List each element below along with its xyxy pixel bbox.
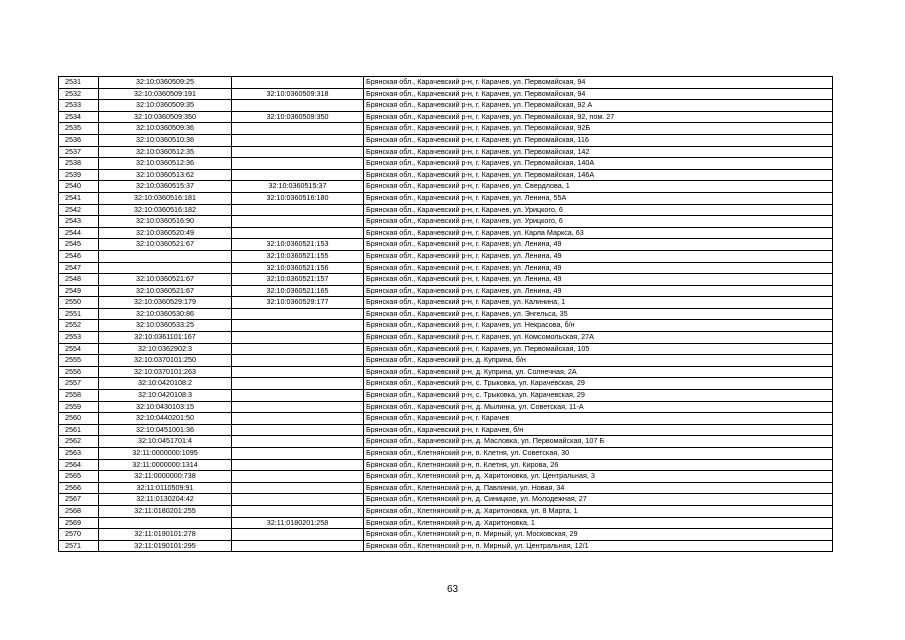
row-number-cell: 2571	[59, 540, 99, 552]
parent-cadastral-number-cell	[232, 320, 364, 332]
page-number: 63	[446, 584, 459, 595]
row-number-cell: 2568	[59, 505, 99, 517]
table-row	[59, 111, 833, 123]
parent-cadastral-number-cell	[232, 158, 364, 170]
parent-cadastral-number-cell	[232, 529, 364, 541]
row-number-cell: 2535	[59, 123, 99, 135]
address-cell: Брянская обл., Карачевский р-н, с. Трыковка, ул. Карачевская, 29	[364, 378, 833, 390]
cadastral-number-cell: 32:10:0360512:36	[99, 158, 232, 170]
cadastral-number-cell: 32:10:0360510:36	[99, 134, 232, 146]
table-row	[59, 123, 833, 135]
address-cell: Брянская обл., Карачевский р-н, г. Карачев, ул. Энгельса, 35	[364, 308, 833, 320]
cadastral-number-cell: 32:11:0000000:1095	[99, 448, 232, 460]
table-row	[59, 192, 833, 204]
cadastral-number-cell: 32:10:0360515:37	[99, 181, 232, 193]
address-cell: Брянская обл., Клетнянский р-н, д. Харитоновка, 1	[364, 517, 833, 529]
address-cell: Брянская обл., Карачевский р-н, д. Масловка, ул. Первомайская, 107 Б	[364, 436, 833, 448]
parent-cadastral-number-cell	[232, 100, 364, 112]
table-row	[59, 274, 833, 286]
cadastral-number-cell: 32:10:0451001:36	[99, 424, 232, 436]
row-number-cell: 2559	[59, 401, 99, 413]
parent-cadastral-number-cell	[232, 482, 364, 494]
cadastral-number-cell: 32:10:0451701:4	[99, 436, 232, 448]
row-number-cell: 2541	[59, 192, 99, 204]
parent-cadastral-number-cell	[232, 355, 364, 367]
row-number-cell: 2540	[59, 181, 99, 193]
parent-cadastral-number-cell	[232, 424, 364, 436]
row-number-cell: 2537	[59, 146, 99, 158]
cadastral-number-cell	[99, 262, 232, 274]
cadastral-number-cell: 32:10:0360521:67	[99, 285, 232, 297]
address-cell: Брянская обл., Карачевский р-н, г. Карачев, ул. Первомайская, 94	[364, 77, 833, 89]
address-cell: Брянская обл., Карачевский р-н, г. Карачев, ул. Первомайская, 105	[364, 343, 833, 355]
cadastral-number-cell	[99, 517, 232, 529]
address-cell: Брянская обл., Клетнянский р-н, д. Синицкое, ул. Молодежная, 27	[364, 494, 833, 506]
table-row	[59, 332, 833, 344]
address-cell: Брянская обл., Карачевский р-н, г. Карачев, ул. Первомайская, 92, пом. 27	[364, 111, 833, 123]
row-number-cell: 2544	[59, 227, 99, 239]
table-row	[59, 134, 833, 146]
cadastral-number-cell: 32:10:0360509:35	[99, 100, 232, 112]
address-cell: Брянская обл., Клетнянский р-н, п. Мирный, ул. Московская, 29	[364, 529, 833, 541]
address-cell: Брянская обл., Карачевский р-н, г. Карачев, ул. Ленина, 49	[364, 285, 833, 297]
parent-cadastral-number-cell: 32:10:0360521:153	[232, 239, 364, 251]
parent-cadastral-number-cell	[232, 169, 364, 181]
row-number-cell: 2566	[59, 482, 99, 494]
row-number-cell: 2531	[59, 77, 99, 89]
cadastral-number-cell: 32:10:0360516:182	[99, 204, 232, 216]
table-row	[59, 436, 833, 448]
cadastral-number-cell: 32:10:0420108:2	[99, 378, 232, 390]
row-number-cell: 2536	[59, 134, 99, 146]
table-row	[59, 505, 833, 517]
cadastral-number-cell: 32:10:0360516:90	[99, 216, 232, 228]
row-number-cell: 2569	[59, 517, 99, 529]
cadastral-number-cell: 32:10:0360509:36	[99, 123, 232, 135]
parent-cadastral-number-cell	[232, 343, 364, 355]
table-row	[59, 529, 833, 541]
row-number-cell: 2563	[59, 448, 99, 460]
parent-cadastral-number-cell	[232, 459, 364, 471]
table-row	[59, 343, 833, 355]
cadastral-number-cell: 32:11:0190101:278	[99, 529, 232, 541]
cadastral-number-cell: 32:11:0000000:738	[99, 471, 232, 483]
table-row	[59, 250, 833, 262]
row-number-cell: 2557	[59, 378, 99, 390]
address-cell: Брянская обл., Карачевский р-н, с. Трыковка, ул. Карачевская, 29	[364, 390, 833, 402]
row-number-cell: 2564	[59, 459, 99, 471]
row-number-cell: 2543	[59, 216, 99, 228]
table-row	[59, 355, 833, 367]
cadastral-number-cell: 32:11:0000000:1314	[99, 459, 232, 471]
table-row	[59, 216, 833, 228]
cadastral-number-cell: 32:10:0360513:62	[99, 169, 232, 181]
table-row	[59, 77, 833, 89]
parent-cadastral-number-cell	[232, 390, 364, 402]
address-cell: Брянская обл., Карачевский р-н, г. Карачев, ул. Урицкого, 6	[364, 204, 833, 216]
parent-cadastral-number-cell: 32:10:0360529:177	[232, 297, 364, 309]
table-row	[59, 169, 833, 181]
cadastral-number-cell: 32:10:0360509:191	[99, 88, 232, 100]
row-number-cell: 2567	[59, 494, 99, 506]
cadastral-number-cell: 32:10:0360512:35	[99, 146, 232, 158]
table-row	[59, 308, 833, 320]
table-row	[59, 88, 833, 100]
row-number-cell: 2552	[59, 320, 99, 332]
parent-cadastral-number-cell: 32:10:0360521:156	[232, 262, 364, 274]
row-number-cell: 2549	[59, 285, 99, 297]
cadastral-number-cell: 32:11:0110509:91	[99, 482, 232, 494]
address-cell: Брянская обл., Карачевский р-н, г. Карачев, ул. Ленина, 55А	[364, 192, 833, 204]
parent-cadastral-number-cell: 32:10:0360509:350	[232, 111, 364, 123]
row-number-cell: 2546	[59, 250, 99, 262]
table-row	[59, 146, 833, 158]
address-cell: Брянская обл., Карачевский р-н, г. Карачев, ул. Первомайская, 140А	[364, 158, 833, 170]
parent-cadastral-number-cell: 32:10:0360509:318	[232, 88, 364, 100]
row-number-cell: 2556	[59, 366, 99, 378]
row-number-cell: 2554	[59, 343, 99, 355]
address-cell: Брянская обл., Карачевский р-н, г. Карачев, ул. Первомайская, 92Б	[364, 123, 833, 135]
address-cell: Брянская обл., Карачевский р-н, г. Карачев, ул. Карла Маркса, 63	[364, 227, 833, 239]
table-row	[59, 204, 833, 216]
row-number-cell: 2533	[59, 100, 99, 112]
cadastral-number-cell: 32:10:0370101:250	[99, 355, 232, 367]
parent-cadastral-number-cell	[232, 77, 364, 89]
address-cell: Брянская обл., Карачевский р-н, г. Карачев, ул. Ленина, 49	[364, 239, 833, 251]
table-row	[59, 401, 833, 413]
address-cell: Брянская обл., Карачевский р-н, г. Карачев, ул. Первомайская, 116	[364, 134, 833, 146]
cadastral-number-cell: 32:11:0180201:255	[99, 505, 232, 517]
table-row	[59, 297, 833, 309]
row-number-cell: 2534	[59, 111, 99, 123]
table-row	[59, 181, 833, 193]
table-row	[59, 239, 833, 251]
cadastral-number-cell: 32:10:0361101:167	[99, 332, 232, 344]
table-row	[59, 227, 833, 239]
address-cell: Брянская обл., Карачевский р-н, д. Мылинка, ул. Советская, 11-А	[364, 401, 833, 413]
table-row	[59, 158, 833, 170]
cadastral-number-cell: 32:10:0360529:179	[99, 297, 232, 309]
address-cell: Брянская обл., Карачевский р-н, д. Куприна, ул. Солнечная, 2А	[364, 366, 833, 378]
row-number-cell: 2550	[59, 297, 99, 309]
cadastral-number-cell: 32:10:0360521:67	[99, 239, 232, 251]
table-row	[59, 471, 833, 483]
parent-cadastral-number-cell	[232, 494, 364, 506]
row-number-cell: 2539	[59, 169, 99, 181]
parent-cadastral-number-cell	[232, 505, 364, 517]
address-cell: Брянская обл., Клетнянский р-н, п. Мирный, ул. Центральная, 12/1	[364, 540, 833, 552]
address-cell: Брянская обл., Карачевский р-н, г. Карачев, ул. Калинина, 1	[364, 297, 833, 309]
cadastral-number-cell: 32:10:0360530:86	[99, 308, 232, 320]
table-row	[59, 413, 833, 425]
parent-cadastral-number-cell	[232, 123, 364, 135]
address-cell: Брянская обл., Клетнянский р-н, д. Павлинки, ул. Новая, 34	[364, 482, 833, 494]
address-cell: Брянская обл., Карачевский р-н, г. Карачев, ул. Свердлова, 1	[364, 181, 833, 193]
row-number-cell: 2555	[59, 355, 99, 367]
parent-cadastral-number-cell: 32:10:0360516:180	[232, 192, 364, 204]
address-cell: Брянская обл., Карачевский р-н, г. Карачев, ул. Первомайская, 94	[364, 88, 833, 100]
table-row	[59, 366, 833, 378]
cadastral-number-cell: 32:10:0360509:350	[99, 111, 232, 123]
address-cell: Брянская обл., Карачевский р-н, г. Карачев, ул. Некрасова, б/н	[364, 320, 833, 332]
row-number-cell: 2565	[59, 471, 99, 483]
cadastral-number-cell: 32:10:0360516:181	[99, 192, 232, 204]
address-cell: Брянская обл., Карачевский р-н, г. Карачев, ул. Комсомольская, 27А	[364, 332, 833, 344]
parent-cadastral-number-cell	[232, 146, 364, 158]
parent-cadastral-number-cell	[232, 308, 364, 320]
table-row	[59, 517, 833, 529]
row-number-cell: 2538	[59, 158, 99, 170]
address-cell: Брянская обл., Карачевский р-н, г. Карачев, ул. Ленина, 49	[364, 250, 833, 262]
address-cell: Брянская обл., Карачевский р-н, г. Карачев, ул. Первомайская, 142	[364, 146, 833, 158]
table-row	[59, 424, 833, 436]
parent-cadastral-number-cell	[232, 436, 364, 448]
row-number-cell: 2551	[59, 308, 99, 320]
table-row	[59, 448, 833, 460]
parent-cadastral-number-cell	[232, 332, 364, 344]
table-row	[59, 494, 833, 506]
parent-cadastral-number-cell	[232, 448, 364, 460]
address-cell: Брянская обл., Карачевский р-н, г. Карачев, ул. Первомайская, 146А	[364, 169, 833, 181]
address-cell: Брянская обл., Клетнянский р-н, п. Клетня, ул. Советская, 30	[364, 448, 833, 460]
parent-cadastral-number-cell	[232, 471, 364, 483]
cadastral-number-cell: 32:11:0190101:295	[99, 540, 232, 552]
cadastral-number-cell: 32:10:0370101:263	[99, 366, 232, 378]
row-number-cell: 2570	[59, 529, 99, 541]
parent-cadastral-number-cell: 32:11:0180201:258	[232, 517, 364, 529]
table-row	[59, 262, 833, 274]
row-number-cell: 2542	[59, 204, 99, 216]
cadastral-number-cell: 32:10:0360533:25	[99, 320, 232, 332]
table-row	[59, 378, 833, 390]
parent-cadastral-number-cell: 32:10:0360515:37	[232, 181, 364, 193]
address-cell: Брянская обл., Карачевский р-н, г. Карачев, б/н	[364, 424, 833, 436]
address-cell: Брянская обл., Карачевский р-н, г. Карачев, ул. Ленина, 49	[364, 274, 833, 286]
table-row	[59, 540, 833, 552]
parent-cadastral-number-cell	[232, 216, 364, 228]
address-cell: Брянская обл., Карачевский р-н, д. Куприна, б/н	[364, 355, 833, 367]
parent-cadastral-number-cell	[232, 378, 364, 390]
address-cell: Брянская обл., Карачевский р-н, г. Карачев, ул. Ленина, 49	[364, 262, 833, 274]
table-row	[59, 459, 833, 471]
cadastral-number-cell: 32:10:0360521:67	[99, 274, 232, 286]
cadastral-number-cell: 32:11:0130204:42	[99, 494, 232, 506]
row-number-cell: 2532	[59, 88, 99, 100]
parent-cadastral-number-cell	[232, 134, 364, 146]
parent-cadastral-number-cell: 32:10:0360521:155	[232, 250, 364, 262]
row-number-cell: 2558	[59, 390, 99, 402]
parent-cadastral-number-cell	[232, 413, 364, 425]
parent-cadastral-number-cell: 32:10:0360521:165	[232, 285, 364, 297]
table-row	[59, 390, 833, 402]
address-cell: Брянская обл., Клетнянский р-н, д. Харитоновка, ул. Центральная, 3	[364, 471, 833, 483]
table-row	[59, 482, 833, 494]
parent-cadastral-number-cell	[232, 366, 364, 378]
cadastral-number-cell: 32:10:0440201:50	[99, 413, 232, 425]
row-number-cell: 2545	[59, 239, 99, 251]
address-cell: Брянская обл., Карачевский р-н, г. Карачев	[364, 413, 833, 425]
cadastral-number-cell: 32:10:0362902:3	[99, 343, 232, 355]
cadastral-number-cell: 32:10:0420108:3	[99, 390, 232, 402]
table-row	[59, 320, 833, 332]
property-table	[58, 76, 833, 552]
address-cell: Брянская обл., Клетнянский р-н, п. Клетня, ул. Кирова, 26	[364, 459, 833, 471]
parent-cadastral-number-cell: 32:10:0360521:157	[232, 274, 364, 286]
cadastral-number-cell: 32:10:0360520:49	[99, 227, 232, 239]
address-cell: Брянская обл., Клетнянский р-н, д. Харитоновка, ул. 8 Марта, 1	[364, 505, 833, 517]
cadastral-number-cell	[99, 250, 232, 262]
cadastral-number-cell: 32:10:0360509:25	[99, 77, 232, 89]
address-cell: Брянская обл., Карачевский р-н, г. Карачев, ул. Урицкого, 6	[364, 216, 833, 228]
parent-cadastral-number-cell	[232, 540, 364, 552]
cadastral-number-cell: 32:10:0430103:15	[99, 401, 232, 413]
row-number-cell: 2547	[59, 262, 99, 274]
row-number-cell: 2562	[59, 436, 99, 448]
parent-cadastral-number-cell	[232, 227, 364, 239]
row-number-cell: 2553	[59, 332, 99, 344]
table-row	[59, 285, 833, 297]
row-number-cell: 2561	[59, 424, 99, 436]
parent-cadastral-number-cell	[232, 401, 364, 413]
parent-cadastral-number-cell	[232, 204, 364, 216]
row-number-cell: 2560	[59, 413, 99, 425]
address-cell: Брянская обл., Карачевский р-н, г. Карачев, ул. Первомайская, 92 А	[364, 100, 833, 112]
row-number-cell: 2548	[59, 274, 99, 286]
table-row	[59, 100, 833, 112]
table-body	[59, 77, 833, 552]
